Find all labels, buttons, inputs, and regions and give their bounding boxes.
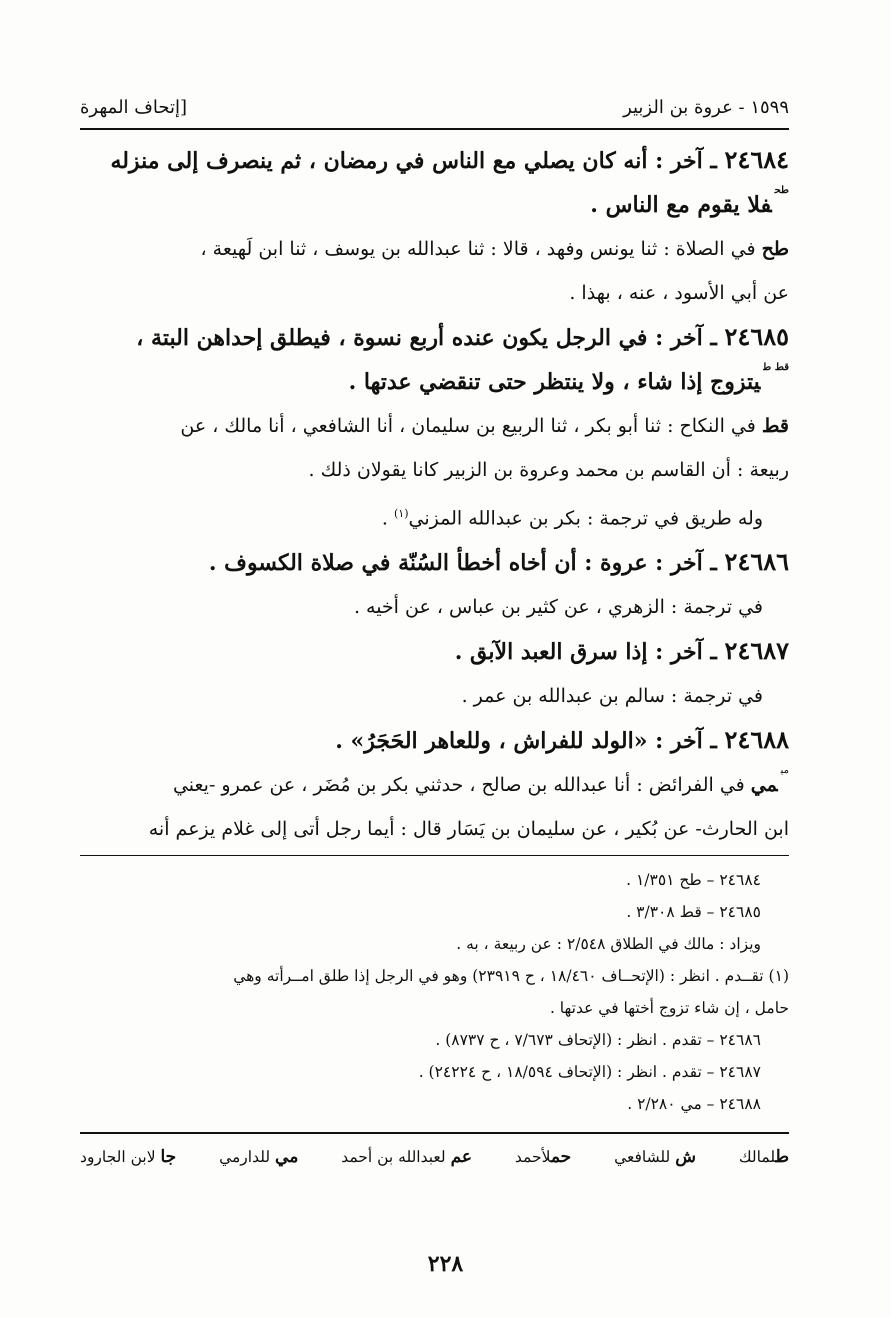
abbr-name: لعبدالله بن أحمد: [341, 1148, 446, 1167]
source-text: في ترجمة : الزهري ، عن كثير بن عباس ، عن أخيه .: [353, 596, 763, 619]
header-chapter: ١٥٩٩ - عروة بن الزبير: [623, 97, 789, 118]
abbr-item: [739, 1142, 789, 1172]
entry-label: ـ آخر :: [655, 639, 717, 666]
source-text: في الصلاة : ثنا يونس وفهد ، قالا : ثنا عبدالله بن يوسف ، ثنا ابن لَهيعة ،: [200, 238, 756, 260]
hadith-entry-cont: [80, 360, 789, 404]
source-code: مي: [750, 774, 778, 797]
abbr-item: [614, 1142, 696, 1172]
source-line: [80, 674, 789, 718]
hadith-entry: [80, 540, 789, 585]
entry-label: ـ آخر :: [655, 728, 717, 755]
abbreviations-rule: [80, 1132, 789, 1134]
footnote-line: حامل ، إن شاء تزوج أختها في عدتها .: [549, 999, 789, 1018]
source-text: في الفرائض : أنا عبدالله بن صالح ، حدثني بكر بن مُضَر ، عن عمرو -يعني: [172, 774, 745, 797]
source-line: [80, 763, 789, 807]
abbr-name: لابن الجارود: [80, 1148, 156, 1167]
hadith-entry: [80, 718, 789, 763]
source-text: ربيعة : أن القاسم بن محمد وعروة بن الزبير كانا يقولان ذلك .: [308, 459, 789, 481]
footnote-line: (١) تقــدم . انظر : (الإتحــاف ١٨/٤٦٠ ، ح ٢٣٩١٩) وهو في الرجل إذا طلق امــرأته وهي: [233, 967, 789, 986]
entry-label: ـ آخر :: [655, 550, 717, 577]
entry-text: فلا يقوم مع الناس .: [590, 192, 772, 218]
source-line: [80, 271, 789, 315]
entry-number: ٢٤٦٨٧: [724, 636, 789, 666]
entry-number: ٢٤٦٨٨: [724, 725, 789, 755]
abbr-code: ش: [675, 1147, 696, 1168]
running-header: [80, 88, 789, 118]
source-code: طح: [761, 238, 789, 260]
source-line: [80, 585, 789, 629]
footnote-line: ٢٤٦٨٦ – تقدم . انظر : (الإتحاف ٧/٦٧٣ ، ح ٨٧٣٧) .: [435, 1031, 761, 1050]
source-line: [80, 404, 789, 448]
entry-text: «الولد للفراش ، وللعاهر الحَجَرُ» .: [335, 728, 648, 755]
abbr-code: جا: [160, 1147, 177, 1168]
source-line: [80, 492, 789, 540]
footnote-line: ويزاد : مالك في الطلاق ٢/٥٤٨ : عن ربيعة ، به .: [456, 935, 761, 954]
entry-number: ٢٤٦٨٤: [724, 145, 789, 174]
source-siglum: طح: [774, 185, 789, 196]
abbr-name: لأحمد: [514, 1148, 551, 1167]
abbr-name: للدارمي: [219, 1148, 271, 1167]
source-siglum: مي: [780, 765, 789, 777]
footnote-ref[interactable]: (١): [394, 507, 409, 520]
abbreviations-key: [80, 1142, 789, 1172]
entry-text: أنه كان يصلي مع الناس في رمضان ، ثم ينصرف إلى منزله: [110, 148, 648, 174]
footnote-line: ٢٤٦٨٥ – قط ٣/٣٠٨ .: [626, 903, 761, 922]
entry-label: ـ آخر :: [655, 148, 717, 174]
entry-text: إذا سرق العبد الآبق .: [454, 639, 648, 666]
header-book-title: [إتحاف المهرة: [80, 97, 188, 118]
source-line: [80, 448, 789, 492]
footnotes: [80, 864, 789, 1120]
footnote-line: ٢٤٦٨٧ – تقدم . انظر : (الإتحاف ١٨/٥٩٤ ، ح ٢٤٢٢٤) .: [418, 1063, 761, 1082]
hadith-entry: [80, 315, 789, 360]
abbr-code: حم: [550, 1147, 572, 1168]
source-text: وله طريق في ترجمة : بكر بن عبدالله المزني: [408, 507, 763, 530]
entry-text: عروة : أن أخاه أخطأ السُنّة في صلاة الكسوف .: [208, 550, 648, 577]
source-text-end: .: [381, 507, 394, 530]
source-text: في النكاح : ثنا أبو بكر ، ثنا الربيع بن سليمان ، أنا الشافعي ، أنا مالك ، عن: [180, 415, 756, 437]
abbr-name: لمالك: [738, 1148, 776, 1167]
source-line: [80, 807, 789, 851]
hadith-entry-cont: [80, 183, 789, 227]
abbr-code: ط: [775, 1147, 789, 1168]
abbr-item: [219, 1142, 298, 1172]
entry-label: ـ آخر :: [655, 325, 717, 351]
footnote-rule: [80, 855, 789, 856]
entry-number: ٢٤٦٨٦: [724, 547, 789, 577]
source-text: في ترجمة : سالم بن عبدالله بن عمر .: [461, 685, 763, 708]
entry-text: يتزوج إذا شاء ، ولا ينتظر حتى تنقضي عدتها .: [348, 369, 761, 395]
footnote-line: ٢٤٦٨٨ – مي ٢/٢٨٠ .: [627, 1095, 761, 1114]
source-code: قط: [761, 415, 789, 437]
source-siglum: قط ط: [763, 362, 789, 373]
entry-text: في الرجل يكون عنده أربع نسوة ، فيطلق إحداهن البتة ،: [136, 325, 648, 351]
hadith-entry: [80, 138, 789, 183]
source-text: ابن الحارث- عن بُكير ، عن سليمان بن يَسَار قال : أيما رجل أتى إلى غلام يزعم أنه: [148, 818, 789, 841]
page: [80, 88, 789, 1172]
source-line: [80, 227, 789, 271]
hadith-entry: [80, 629, 789, 674]
abbr-item: [80, 1142, 176, 1172]
footnote-line: ٢٤٦٨٤ – طح ١/٣٥١ .: [626, 871, 761, 890]
abbr-item: [341, 1142, 472, 1172]
abbr-code: عم: [450, 1147, 473, 1168]
source-text: عن أبي الأسود ، عنه ، بهذا .: [569, 282, 789, 304]
abbr-item: [515, 1142, 571, 1172]
entry-number: ٢٤٦٨٥: [724, 322, 789, 351]
abbr-code: مي: [275, 1147, 299, 1168]
abbr-name: للشافعي: [614, 1148, 671, 1167]
page-number: ٢٢٨: [427, 1251, 464, 1277]
header-rule: [80, 128, 789, 130]
